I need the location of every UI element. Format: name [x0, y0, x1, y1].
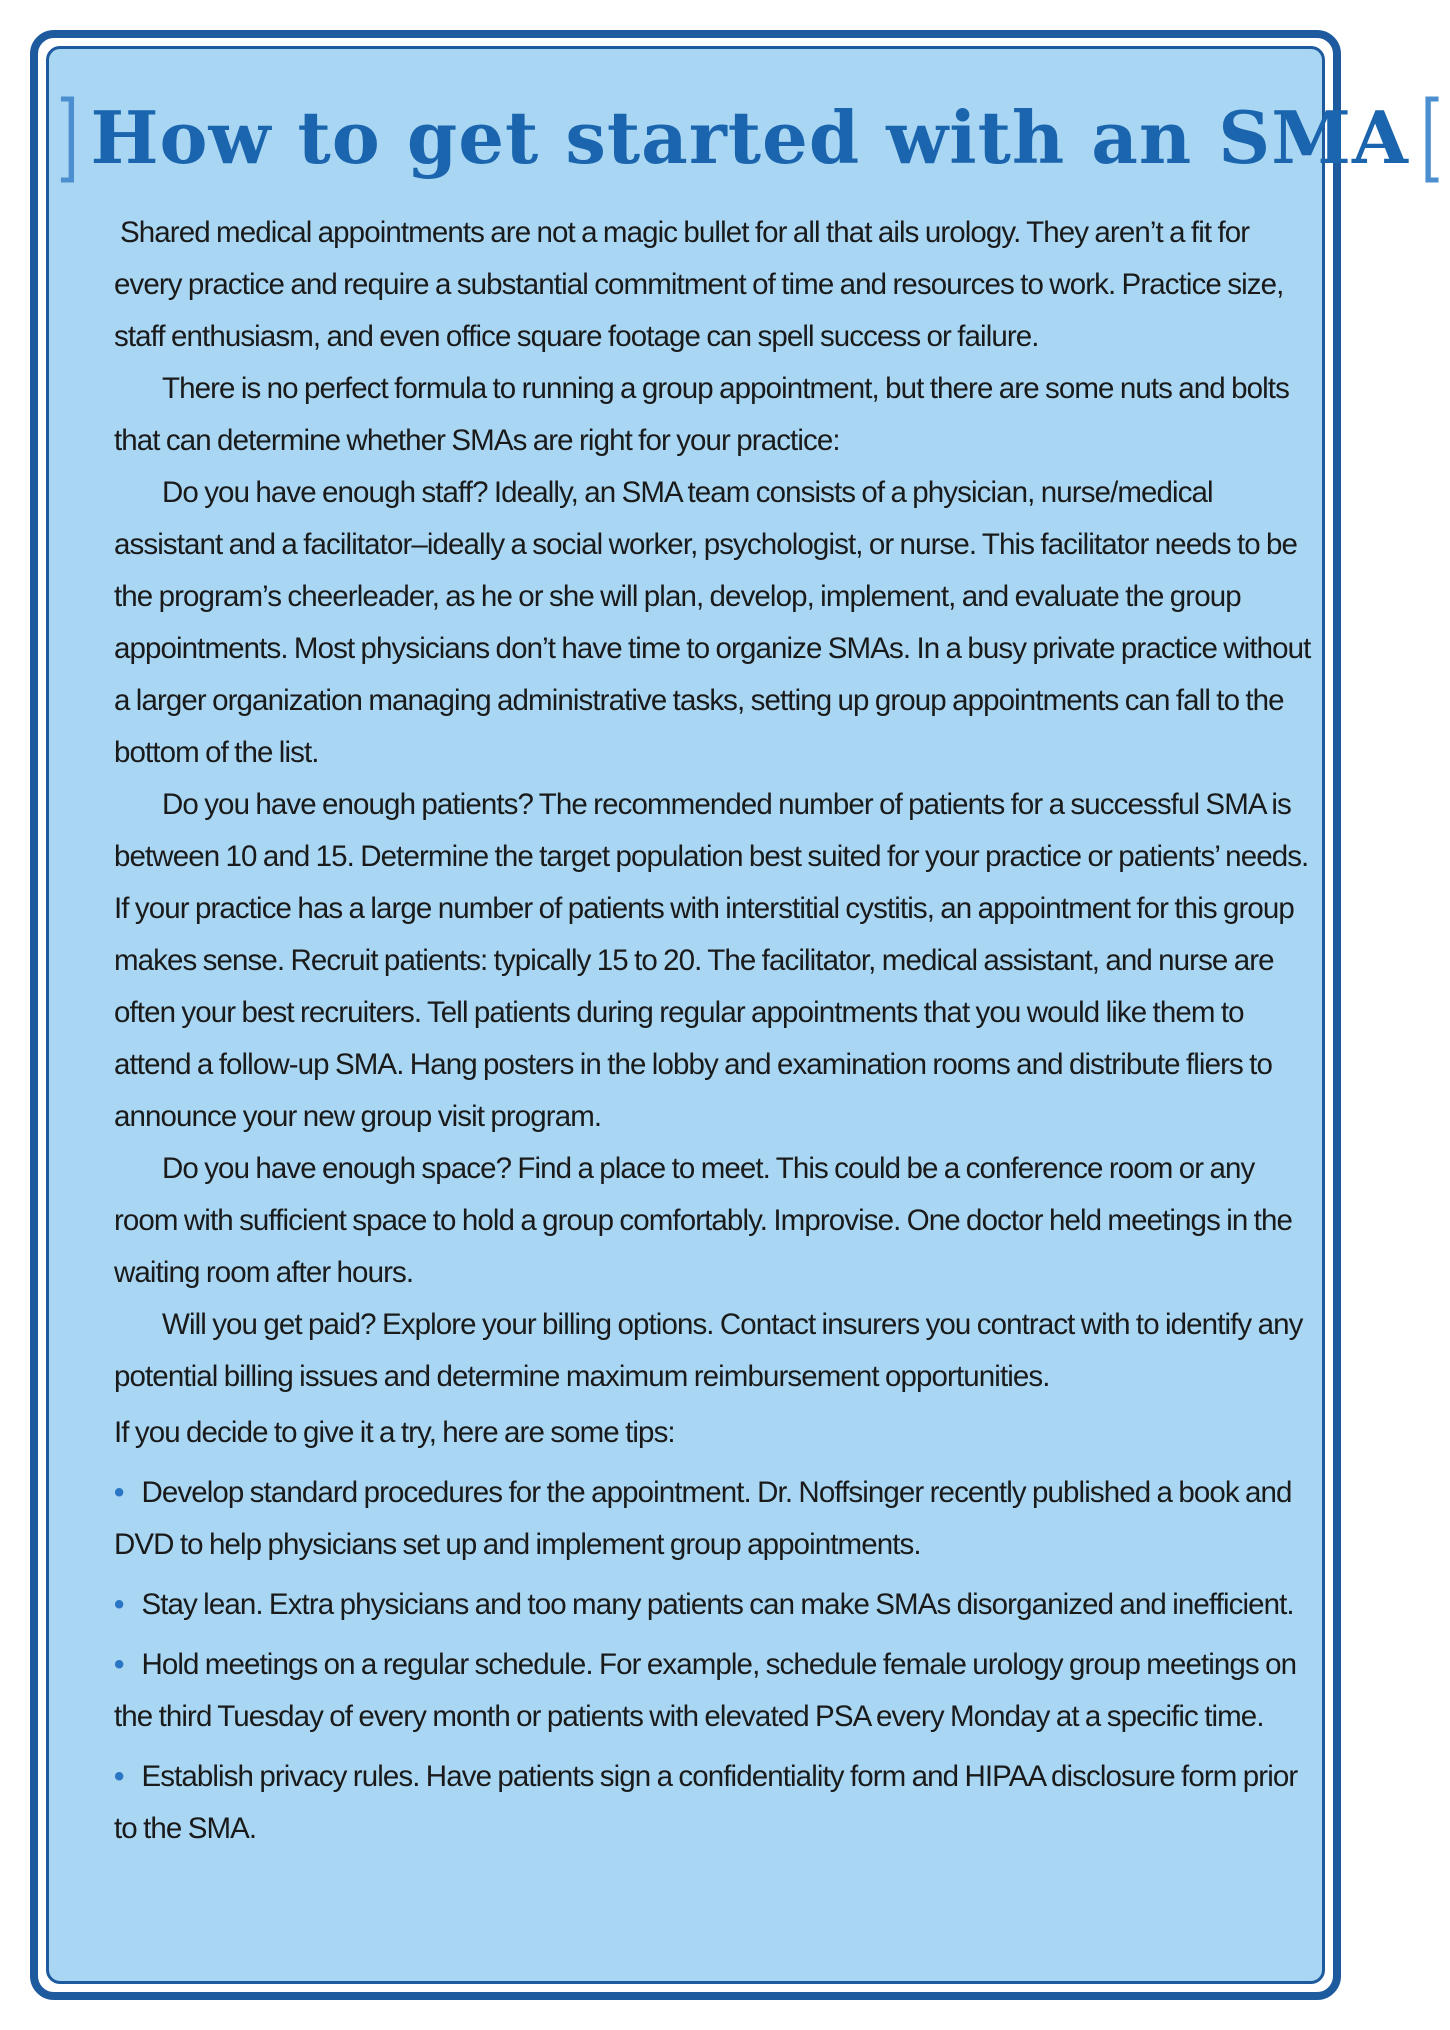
tip-text: Establish privacy rules. Have patients sign a confidentiality form and HIPAA disclosure form prior to the SMA.: [114, 1760, 1298, 1845]
article-body: [114, 207, 1314, 1855]
tip-item: [114, 1579, 1314, 1631]
right-bracket-ornament: [: [1420, 81, 1443, 193]
bullet-icon: •: [114, 1476, 124, 1509]
bullet-icon: •: [114, 1760, 124, 1793]
tips-intro: If you decide to give it a try, here are some tips:: [114, 1416, 675, 1449]
left-bracket-ornament: ]: [56, 81, 79, 193]
tip-text: Develop standard procedures for the appointment. Dr. Noffsinger recently published a book and DVD to help physicians set up and implement group appointments.: [114, 1476, 1292, 1561]
title-row: [49, 81, 1443, 193]
paragraph-space: Do you have enough space? Find a place to meet. This could be a conference room or any room with sufficient space to hold a group comfortably. Improvise. One doctor held meetings in the waiting room after hours.: [114, 1152, 1292, 1289]
paragraph-intro: Shared medical appointments are not a magic bullet for all that ails urology. They aren’t a fit for every practice and require a substantial commitment of time and resources to work. Practice size, staff enthusiasm, and even office square footage can spell success or failure.: [114, 216, 1284, 353]
sidebar-box-frame: [30, 30, 1443, 2000]
paragraph-formula: There is no perfect formula to running a group appointment, but there are some nuts and bolts that can determine whether SMAs are right for your practice:: [114, 372, 1289, 457]
tip-text: Stay lean. Extra physicians and too many patients can make SMAs disorganized and inefficient.: [141, 1588, 1294, 1621]
sidebar-box-panel: [46, 46, 1443, 1984]
paragraph-payment: Will you get paid? Explore your billing options. Contact insurers you contract with to identify any potential billing issues and determine maximum reimbursement opportunities.: [114, 1308, 1303, 1393]
bullet-icon: •: [114, 1588, 124, 1621]
tip-item: [114, 1751, 1314, 1855]
tip-item: [114, 1639, 1314, 1743]
tip-text: Hold meetings on a regular schedule. For example, schedule female urology group meetings on the third Tuesday of every month or patients with elevated PSA every Monday at a specific time.: [114, 1648, 1297, 1733]
paragraph-staff: Do you have enough staff? Ideally, an SMA team consists of a physician, nurse/medical assistant and a facilitator–ideally a social worker, psychologist, or nurse. This facilitator needs to be the program’s cheerleader, as he or she will plan, develop, implement, and evaluate the group appointments. Most physicians don’t have time to organize SMAs. In a busy private practice without a larger organization managing administrative tasks, setting up group appointments can fall to the bottom of the list.: [114, 476, 1311, 769]
page-title: How to get started with an SMA: [90, 94, 1409, 180]
tip-item: [114, 1467, 1314, 1571]
bullet-icon: •: [114, 1648, 124, 1681]
paragraph-patients: Do you have enough patients? The recommended number of patients for a successful SMA is between 10 and 15. Determine the target population best suited for your practice or patients’ needs. If your practice has a large number of patients with interstitial cystitis, an appointment for this group makes sense. Recruit patients: typically 15 to 20. The facilitator, medical assistant, and nurse are often your best recruiters. Tell patients during regular appointments that you would like them to attend a follow-up SMA. Hang posters in the lobby and examination rooms and distribute fliers to announce your new group visit program.: [114, 788, 1309, 1133]
